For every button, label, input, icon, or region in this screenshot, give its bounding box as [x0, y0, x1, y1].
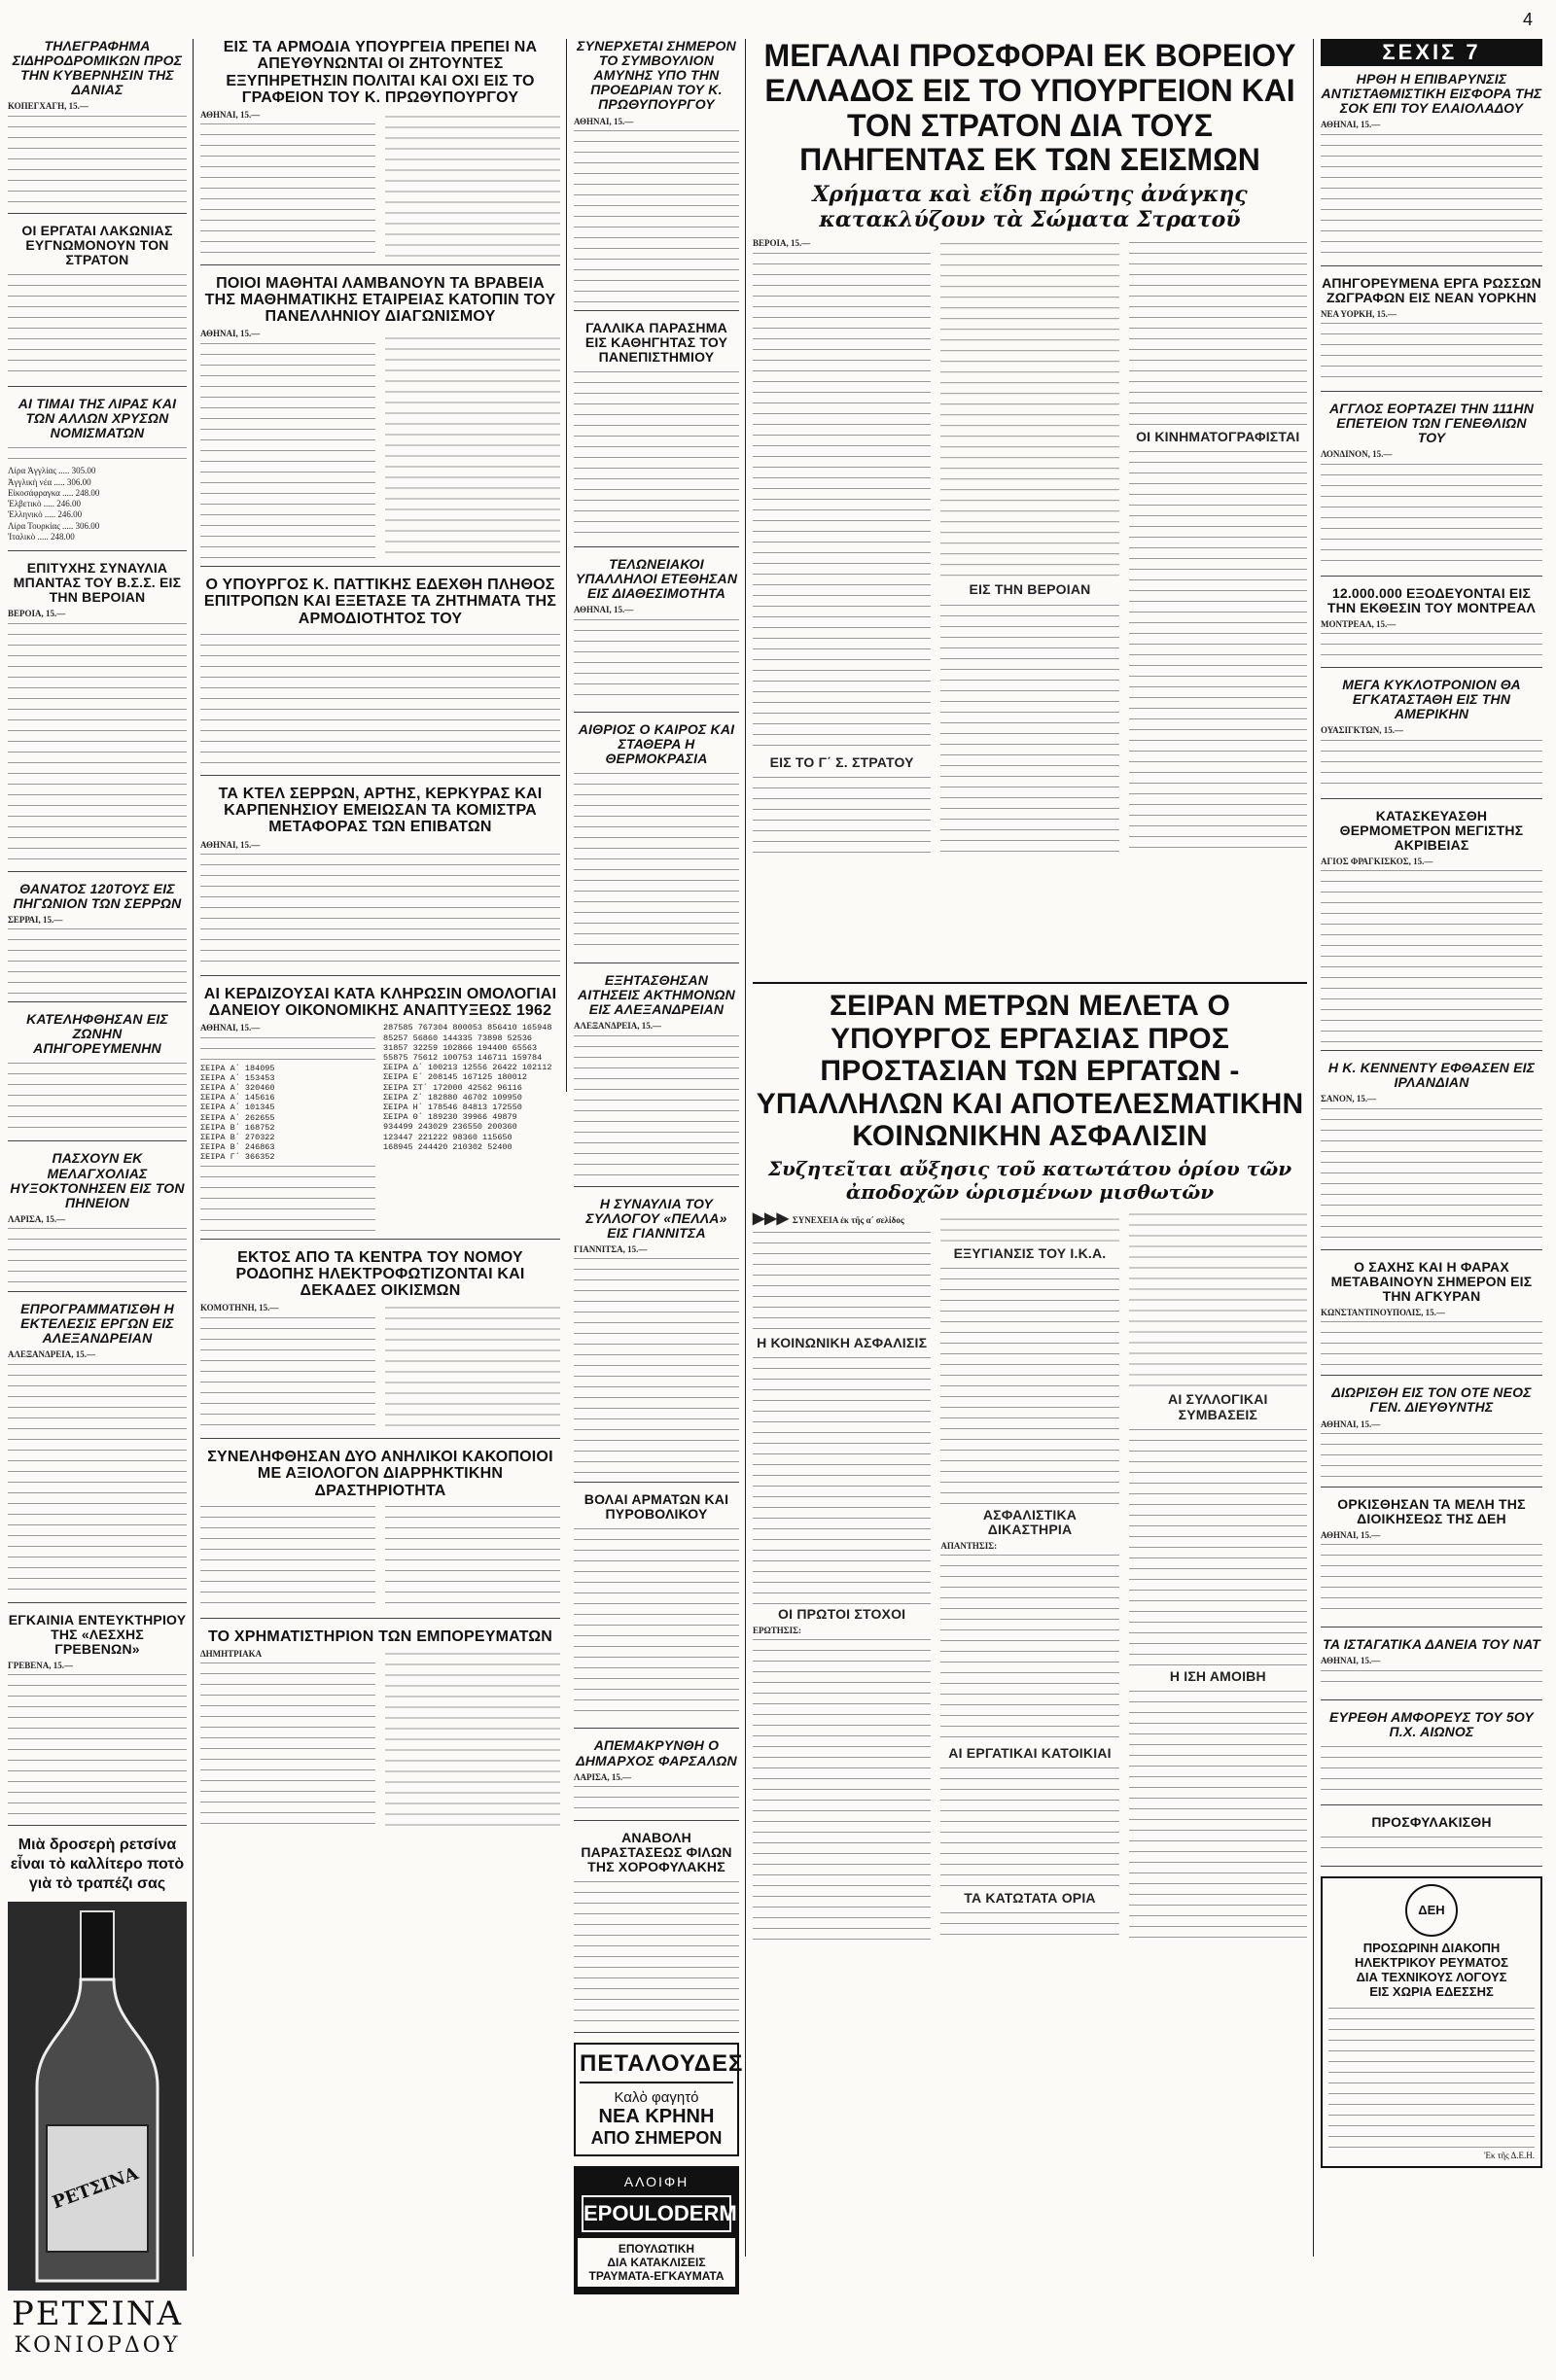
headline: ΕΥΡΕΘΗ ΑΜΦΟΡΕΥΣ ΤΟΥ 5ΟΥ Π.Χ. ΑΙΩΝΟΣ — [1329, 1708, 1534, 1739]
article-bond-lottery: ΑΙ ΚΕΡΔΙΖΟΥΣΑΙ ΚΑΤΑ ΚΛΗΡΩΣΙΝ ΟΜΟΛΟΓΙΑΙ ΔΑΝΕΙΟΥ ΟΙΚΟΝΟΜΙΚΗΣ ΑΝΑΠΤΥΞΕΩΣ 1962 ΑΘΗΝΑΙ, 15.— ΣΕΙΡΑ Α΄ 184095 ΣΕΙΡΑ Α΄ 153453 ΣΕΙΡΑ Α΄ 320460 ΣΕΙΡΑ Α΄ 145616 ΣΕΙΡΑ Α΄ 101345 ΣΕΙΡΑ Α΄ 262655 ΣΕΙΡΑ Β΄ 168752 ΣΕΙΡΑ Β΄ 270322 ΣΕΙΡΑ Β΄ 246863 ΣΕΙΡΑ Γ΄ 366352 287585 767304 800053 856410 165948 85257 56860 144335 73898 52536 31857 32259 102866 194400 65563 55875 75612 100753 146711 159784 ΣΕΙΡΑ Δ΄ 100213 12556 26422 102112 ΣΕΙΡΑ Ε΄ 208145 167125 180012 ΣΕΙΡΑ ΣΤ΄ 172000 42562 96116 ΣΕΙΡΑ Ζ΄ 182880 46702 109950 ΣΕΙΡΑ Η΄ 178546 84813 172550 ΣΕΙΡΑ Θ΄ 189230 39966 49879 934499 243029 236550 200360 123447 221222 98360 115650 168945 244420 210302 52400 — [200, 986, 560, 1240]
column-right — [1321, 72, 1542, 2259]
article-tank-fire — [574, 1492, 739, 1729]
article-body: ΣΕΡΡΑΙ, 15.— — [8, 915, 187, 994]
headline: ΤΕΛΩΝΕΙΑΚΟΙ ΥΠΑΛΛΗΛΟΙ ΕΤΕΘΗΣΑΝ ΕΙΣ ΔΙΑΘΕΣΙΜΟΤΗΤΑ — [575, 556, 738, 602]
ad-line: ΑΠΟ ΣΗΜΕΡΟΝ — [590, 2128, 723, 2149]
section-heading: ΑΙ ΣΥΛΛΟΓΙΚΑΙ ΣΥΜΒΑΣΕΙΣ — [1168, 1391, 1268, 1422]
price-row: Ἰταλικὸ ..... 248.00 — [8, 531, 75, 542]
article-body: ΚΩΝΣΤΑΝΤΙΝΟΥΠΟΛΙΣ, 15.— — [1321, 1308, 1542, 1367]
bond-series-row: ΣΕΙΡΑ Α΄ 153453 — [200, 1072, 275, 1083]
article-body: ΟΥΑΣΙΓΚΤΩΝ, 15.— — [1321, 725, 1542, 789]
article-shah-ankara — [1321, 1260, 1542, 1377]
notice-line: ΗΛΕΚΤΡΙΚΟΥ ΡΕΥΜΑΤΟΣ — [1355, 1954, 1508, 1970]
page-corner-mark: 4 — [1523, 10, 1534, 29]
column-1 — [8, 38, 187, 2359]
headline: 12.000.000 ΕΞΟΔΕΥΟΝΤΑΙ ΕΙΣ ΤΗΝ ΕΚΘΕΣΙΝ ΤΟΥ ΜΟΝΤΡΕΑΛ — [1326, 584, 1537, 615]
ad-line: Καλὸ φαγητό — [614, 2089, 699, 2107]
article-body: ΣΑΝΟΝ, 15.— — [1321, 1094, 1542, 1241]
article-body: ΚΟΜΟΤΗΝΗ, 15.— — [200, 1303, 560, 1430]
article-body — [200, 1503, 560, 1610]
article-customs-officers — [574, 557, 739, 713]
article-melancholy — [8, 1151, 187, 1292]
article-forbidden-zone — [8, 1012, 187, 1141]
section-heading: ΑΙ ΕΡΓΑΤΙΚΑΙ ΚΑΤΟΙΚΙΑΙ — [948, 1745, 1112, 1762]
article-body — [574, 368, 739, 539]
article-railway-telegram — [8, 39, 187, 214]
article-amphora — [1321, 1710, 1542, 1805]
headline: Η ΣΥΝΑΥΛΙΑ ΤΟΥ ΣΥΛΛΟΓΟΥ «ΠΕΛΛΑ» ΕΙΣ ΓΙΑΝΝΙΤΣΑ — [585, 1195, 727, 1241]
article-body — [574, 770, 739, 955]
headline: Η Κ. ΚΕΝΝΕΝΤΥ ΕΦΘΑΣΕΝ ΕΙΣ ΙΡΛΑΝΔΙΑΝ — [1327, 1060, 1536, 1091]
article-body — [200, 631, 560, 767]
article-farsala-mayor — [574, 1738, 739, 1820]
bottle-illustration — [8, 1902, 187, 2291]
bond-series-row: ΣΕΙΡΑ Β΄ 270322 — [200, 1133, 275, 1143]
article-band-concert — [8, 561, 187, 872]
bond-number-row: ΣΕΙΡΑ Δ΄ 100213 12556 26422 102112 — [383, 1063, 552, 1073]
headline: ΣΥΝΕΛΗΦΘΗΣΑΝ ΔΥΟ ΑΝΗΛΙΚΟΙ ΚΑΚΟΠΟΙΟΙ ΜΕ ΑΞΙΟΛΟΓΟΝ ΔΙΑΡΡΗΚΤΙΚΗΝ ΔΡΑΣΤΗΡΙΟΤΗΤΑ — [207, 1449, 553, 1499]
headline: ΕΠΡΟΓΡΑΜΜΑΤΙΣΘΗ Η ΕΚΤΕΛΕΣΙΣ ΕΡΓΩΝ ΕΙΣ ΑΛΕΞΑΝΔΡΕΙΑΝ — [20, 1301, 174, 1347]
headline: ΕΞΗΤΑΣΘΗΣΑΝ ΑΙΤΗΣΕΙΣ ΑΚΤΗΜΟΝΩΝ ΕΙΣ ΑΛΕΞΑΝΔΡΕΙΑΝ — [578, 972, 735, 1018]
bond-series-row: ΣΕΙΡΑ Β΄ 168752 — [200, 1122, 275, 1133]
article-body: ΜΟΝΤΡΕΑΛ, 15.— — [1321, 619, 1542, 659]
ad-line: ΕΠΟΥΛΩΤΙΚΗ — [618, 2242, 695, 2257]
lead-headline: ΜΕΓΑΛΑΙ ΠΡΟΣΦΟΡΑΙ ΕΚ ΒΟΡΕΙΟΥ ΕΛΛΑΔΟΣ ΕΙΣ ΤΟ ΥΠΟΥΡΓΕΙΟΝ ΚΑΙ ΤΟΝ ΣΤΡΑΤΟΝ ΔΙΑ ΤΟΥΣ ΠΛΗΓΕΝΤΑΣ ΕΚ ΤΩΝ ΣΕΙΣΜΩΝ — [763, 38, 1296, 178]
bond-series-row: ΣΕΙΡΑ Β΄ 246863 — [200, 1142, 275, 1153]
bond-numbers-table — [383, 1023, 560, 1230]
section-heading: Η ΙΣΗ ΑΜΟΙΒΗ — [1169, 1667, 1266, 1684]
ad-line: εἶναι τὸ καλλίτερο ποτὸ — [10, 1856, 185, 1873]
ad-top: ΑΛΟΙΦΗ — [623, 2174, 690, 2190]
article-body — [1321, 1743, 1542, 1797]
ad-title: ΠΕΤΑΛΟΥΔΕΣ — [580, 2050, 733, 2083]
headline: ΒΟΛΑΙ ΑΡΜΑΤΩΝ ΚΑΙ ΠΥΡΟΒΟΛΙΚΟΥ — [584, 1491, 729, 1522]
section-heading: ΕΙΣ ΤΗΝ ΒΕΡΟΙΑΝ — [969, 581, 1091, 598]
price-row: Λίρα Ἀγγλίας ..... 305.00 — [8, 466, 96, 476]
section-heading: ΕΞΥΓΙΑΝΣΙΣ ΤΟΥ Ι.Κ.Α. — [953, 1244, 1107, 1261]
labor-story — [753, 982, 1307, 2256]
notice-line: ΠΡΟΣΩΡΙΝΗ ΔΙΑΚΟΠΗ — [1362, 1940, 1501, 1955]
article-laconia-workers — [8, 224, 187, 387]
bottle-label: ΡΕΤΣΙΝΑ — [50, 2163, 142, 2214]
labor-subhead: Συζητεῖται αὔξησις τοῦ κατωτάτου ὁρίου τῶν ἀποδοχῶν ὡρισμένων μισθωτῶν — [767, 1156, 1292, 1204]
bond-number-row: ΣΕΙΡΑ Ε΄ 208145 167125 180012 — [383, 1072, 527, 1083]
article-cyclotron — [1321, 678, 1542, 799]
column-rule — [566, 39, 567, 1092]
headline: ΚΑΤΑΣΚΕΥΑΣΘΗ ΘΕΡΜΟΜΕΤΡΟΝ ΜΕΓΙΣΤΗΣ ΑΚΡΙΒΕΙΑΣ — [1339, 807, 1524, 853]
ad-line: ΝΕΑ ΚΡΗΝΗ — [598, 2106, 715, 2128]
headline: ΕΚΤΟΣ ΑΠΟ ΤΑ ΚΕΝΤΡΑ ΤΟΥ ΝΟΜΟΥ ΡΟΔΟΠΗΣ ΗΛΕΚΤΡΟΦΩΤΙΖΟΝΤΑΙ ΚΑΙ ΔΕΚΑΔΕΣ ΟΙΚΙΣΜΩΝ — [235, 1248, 525, 1300]
article-body: ΑΘΗΝΑΙ, 15.— — [200, 110, 560, 257]
bond-number-row: ΣΕΙΡΑ Ζ΄ 182880 46702 109950 — [383, 1092, 522, 1102]
bond-number-row: 123447 221222 98360 115650 — [383, 1132, 513, 1142]
article-body: ΑΘΗΝΑΙ, 15.— — [1321, 1419, 1542, 1479]
dei-logo: ΔΕΗ — [1405, 1884, 1458, 1937]
ad-line: γιὰ τὸ τραπέζι σας — [28, 1875, 166, 1893]
bond-series-row: ΣΕΙΡΑ Α΄ 262655 — [200, 1112, 275, 1123]
article-commodities-exchange — [200, 1628, 560, 1838]
article-gold-prices — [8, 397, 187, 551]
continuation-note: ▶▶▶ ΣΥΝΕΧΕΙΑ ἐκ τῆς α΄ σελίδος — [753, 1209, 904, 1227]
bond-number-row: 287585 767304 800053 856410 165948 — [383, 1023, 552, 1033]
article-body — [574, 1878, 739, 2024]
article-body — [8, 1060, 187, 1133]
headline: ΔΙΩΡΙΣΘΗ ΕΙΣ ΤΟΝ ΟΤΕ ΝΕΟΣ ΓΕΝ. ΔΙΕΥΘΥΝΤΗΣ — [1331, 1384, 1532, 1416]
lead-story — [753, 39, 1307, 972]
labor-headline: ΣΕΙΡΑΝ ΜΕΤΡΩΝ ΜΕΛΕΤΑ Ο ΥΠΟΥΡΓΟΣ ΕΡΓΑΣΙΑΣ ΠΡΟΣ ΠΡΟΣΤΑΣΙΑΝ ΤΩΝ ΕΡΓΑΤΩΝ - ΥΠΑΛΛΗΛΩΝ ΚΑΙ ΑΠΟΤΕΛΕΣΜΑΤΙΚΗΝ ΚΟΙΝΩΝΙΚΗΝ ΑΣΦΑΛΙΣΙΝ — [756, 990, 1304, 1153]
article-body: ΑΛΕΞΑΝΔΡΕΙΑ, 15.— — [8, 1349, 187, 1593]
column-2 — [200, 39, 560, 2275]
article-weather — [574, 722, 739, 963]
headline: ΗΡΘΗ Η ΕΠΙΒΑΡΥΝΣΙΣ ΑΝΤΙΣΤΑΘΜΙΣΤΙΚΗ ΕΙΣΦΟΡΑ ΤΗΣ ΣΟΚ ΕΠΙ ΤΟΥ ΕΛΑΙΟΛΑΔΟΥ — [1321, 71, 1542, 117]
bond-number-row: 85257 56860 144335 73898 52536 — [383, 1032, 533, 1043]
ad-line: Μιὰ δροσερὴ ρετσίνα — [18, 1837, 177, 1854]
section-heading: Η ΚΟΙΝΩΝΙΚΗ ΑΣΦΑΛΙΣΙΣ — [757, 1334, 928, 1350]
dei-notice — [1321, 1876, 1542, 2168]
column-rule — [193, 39, 194, 2257]
article-body: ΑΘΗΝΑΙ, 15.— — [1321, 1530, 1542, 1619]
article-body: ΑΘΗΝΑΙ, 15.— — [200, 329, 560, 558]
price-row: Εἰκοσάφραγκα ..... 248.00 — [8, 487, 100, 498]
bond-series-row: ΣΕΙΡΑ Α΄ 101345 — [200, 1102, 275, 1113]
brand-name: ΚΟΝΙΟΡΔΟΥ — [14, 2333, 181, 2359]
section-heading: ΕΙΣ ΤΟ Γ΄ Σ. ΣΤΡΑΤΟΥ — [769, 753, 914, 770]
column-3 — [574, 38, 744, 2284]
article-kennedy-ireland — [1321, 1061, 1542, 1249]
article-nat-loans — [1321, 1637, 1542, 1699]
ad-line: ΤΡΑΥΜΑΤΑ-ΕΓΚΑΥΜΑΤΑ — [588, 2269, 725, 2284]
notice-signature: Ἐκ τῆς Δ.Ε.Η. — [1484, 2150, 1535, 2160]
article-body: ΒΕΡΟΙΑ, 15.— — [8, 609, 187, 862]
headline: ΑΙ ΚΕΡΔΙΖΟΥΣΑΙ ΚΑΤΑ ΚΛΗΡΩΣΙΝ ΟΜΟΛΟΓΙΑΙ ΔΑΝΕΙΟΥ ΟΙΚΟΝΟΜΙΚΗΣ ΑΝΑΠΤΥΞΕΩΣ 1962 — [203, 985, 557, 1020]
article-alexandreia-works — [8, 1302, 187, 1603]
article-minister-pattikis — [200, 577, 560, 776]
article-body: ΑΘΗΝΑΙ, 15.— — [1321, 1656, 1542, 1691]
bond-number-row: 934499 243029 236550 200360 — [383, 1122, 517, 1133]
ad-line: ΔΙΑ ΚΑΤΑΚΛΙΣΕΙΣ — [607, 2256, 706, 2270]
price-row: Ἑλληνικὸ ..... 246.00 — [8, 509, 83, 520]
labor-body: ▶▶▶ ΣΥΝΕΧΕΙΑ ἐκ τῆς α΄ σελίδος Η ΚΟΙΝΩΝΙΚΗ ΑΣΦΑΛΙΣΙΣ ΟΙ ΠΡΩΤΟΙ ΣΤΟΧΟΙ ΕΡΩΤΗΣΙΣ: ΕΞΥΓΙΑΝΣΙΣ ΤΟΥ Ι.Κ.Α. ΑΣΦΑΛΙΣΤΙΚΑ ΔΙΚΑΣΤΗΡΙΑ ΑΠΑΝΤΗΣΙΣ: ΑΙ ΕΡΓΑΤΙΚΑΙ ΚΑΤΟΙΚΙΑΙ ΤΑ ΚΑΤΩΤΑΤΑ ΟΡΙΑ ΑΙ ΣΥΛΛΟΓΙΚΑΙ ΣΥΜΒΑΣΕΙΣ Η ΙΣΗ ΑΜΟΙΒΗ — [753, 1209, 1307, 2279]
price-row: Λίρα Τουρκίας ..... 306.00 — [8, 520, 100, 531]
bond-number-row: ΣΕΙΡΑ Η΄ 178546 84813 172550 — [383, 1102, 522, 1112]
column-rule — [1313, 39, 1314, 2257]
headline: ΟΙ ΕΡΓΑΤΑΙ ΛΑΚΩΝΙΑΣ ΕΥΓΝΩΜΟΝΟΥΝ ΤΟΝ ΣΤΡΑΤΟΝ — [21, 222, 173, 267]
article-dei-board — [1321, 1497, 1542, 1628]
article-body: ΑΓΙΟΣ ΦΡΑΓΚΙΣΚΟΣ, 15.— — [1321, 857, 1542, 1042]
article-ktel-fares — [200, 786, 560, 976]
headline: Ο ΥΠΟΥΡΓΟΣ Κ. ΠΑΤΤΙΚΗΣ ΕΔΕΧΘΗ ΠΛΗΘΟΣ ΕΠΙΤΡΟΠΩΝ ΚΑΙ ΕΞΕΤΑΣΕ ΤΑ ΖΗΤΗΜΑΤΑ ΤΗΣ ΑΡΜΟΔΙΟΤΗΤΟΣ ΤΟΥ — [203, 577, 557, 627]
headline: ΠΑΣΧΟΥΝ ΕΚ ΜΕΛΑΓΧΟΛΙΑΣ ΗΥΞΟΚΤΟΝΗΣΕΝ ΕΙΣ ΤΟΝ ΠΗΝΕΙΟΝ — [10, 1150, 185, 1210]
retsina-advertisement — [8, 1836, 187, 2380]
lead-subhead: Χρήματα καὶ εἴδη πρώτης ἀνάγκης κατακλύζουν τὰ Σώματα Στρατοῦ — [812, 182, 1248, 233]
article-body: ΑΘΗΝΑΙ, 15.— — [200, 840, 560, 967]
article-defense-council — [574, 39, 739, 311]
article-body: ΑΘΗΝΑΙ, 15.— — [574, 605, 739, 703]
section-heading: ΑΣΦΑΛΙΣΤΙΚΑ ΔΙΚΑΣΤΗΡΙΑ — [982, 1506, 1078, 1537]
article-body: ΔΗΜΗΤΡΙΑΚΑ — [200, 1649, 560, 1830]
headline: ΤΟ ΧΡΗΜΑΤΙΣΤΗΡΙΟΝ ΤΩΝ ΕΜΠΟΡΕΥΜΑΤΩΝ — [207, 1628, 553, 1645]
article-body — [8, 271, 187, 378]
headline: ΑΙΘΡΙΟΣ Ο ΚΑΙΡΟΣ ΚΑΙ ΣΤΑΘΕΡΑ Η ΘΕΡΜΟΚΡΑΣΙΑ — [578, 720, 735, 766]
article-body: ΑΘΗΝΑΙ, 15.— — [574, 117, 739, 302]
price-table — [8, 466, 187, 542]
headline: ΕΙΣ ΤΑ ΑΡΜΟΔΙΑ ΥΠΟΥΡΓΕΙΑ ΠΡΕΠΕΙ ΝΑ ΑΠΕΥΘΥΝΩΝΤΑΙ ΟΙ ΖΗΤΟΥΝΤΕΣ ΕΞΥΠΗΡΕΤΗΣΙΝ ΠΟΛΙΤΑΙ ΚΑΙ ΟΧΙ ΕΙΣ ΤΟ ΓΡΑΦΕΙΟΝ ΤΟΥ Κ. ΠΡΩΘΥΠΟΥΡΓΟΥ — [223, 39, 538, 106]
epouloderm-advertisement — [574, 2166, 739, 2294]
bond-number-row: 55875 75612 100753 146711 159784 — [383, 1053, 543, 1064]
brand-name: ΡΕΤΣΙΝΑ — [11, 2294, 184, 2334]
bond-series-row: ΣΕΙΡΑ Α΄ 184095 — [200, 1063, 275, 1073]
headline: ΕΓΚΑΙΝΙΑ ΕΝΤΕΥΚΤΗΡΙΟΥ ΤΗΣ «ΛΕΣΧΗΣ ΓΡΕΒΕΝΩΝ» — [8, 1611, 187, 1657]
section-heading: ΟΙ ΠΡΩΤΟΙ ΣΤΟΧΟΙ — [778, 1606, 906, 1623]
article-body — [1321, 1834, 1542, 1858]
headline: ΚΑΤΕΛΗΦΘΗΣΑΝ ΕΙΣ ΖΩΝΗΝ ΑΠΗΓΟΡΕΥΜΕΝΗΝ — [26, 1011, 168, 1057]
bond-number-row: ΣΕΙΡΑ ΣΤ΄ 172000 42562 96116 — [383, 1082, 522, 1093]
headline: ΤΑ ΚΤΕΛ ΣΕΡΡΩΝ, ΑΡΤΗΣ, ΚΕΡΚΥΡΑΣ ΚΑΙ ΚΑΡΠΕΝΗΣΙΟΥ ΕΜΕΙΩΣΑΝ ΤΑ ΚΟΜΙΣΤΡΑ ΜΕΤΑΦΟΡΑΣ ΤΩΝ ΕΠΙΒΑΤΩΝ — [218, 785, 543, 836]
bond-series-row: ΣΕΙΡΑ Α΄ 320460 — [200, 1083, 275, 1094]
article-russian-painters — [1321, 276, 1542, 392]
article-body: ΓΙΑΝΝΙΤΣΑ, 15.— — [574, 1244, 739, 1474]
headline: ΑΠΕΜΑΚΡΥΝΘΗ Ο ΔΗΜΑΡΧΟΣ ΦΑΡΣΑΛΩΝ — [576, 1737, 737, 1768]
article-body: ΚΟΠΕΓΧΑΓΗ, 15.— — [8, 101, 187, 204]
headline: ΑΓΓΛΟΣ ΕΟΡΤΑΖΕΙ ΤΗΝ 111ΗΝ ΕΠΕΤΕΙΟΝ ΤΩΝ ΓΕΝΕΘΛΙΩΝ ΤΟΥ — [1328, 401, 1535, 446]
section-heading: ΤΑ ΚΑΤΩΤΑΤΑ ΟΡΙΑ — [964, 1890, 1096, 1907]
price-row: Ἐλβετικὸ ..... 246.00 — [8, 499, 82, 509]
headline: ΓΑΛΛΙΚΑ ΠΑΡΑΣΗΜΑ ΕΙΣ ΚΑΘΗΓΗΤΑΣ ΤΟΥ ΠΑΝΕΠΙΣΤΗΜΙΟΥ — [584, 319, 728, 366]
headline: ΠΡΟΣΦΥΛΑΚΙΣΘΗ — [1371, 1813, 1492, 1830]
price-row: Ἀγγλικὴ νέα ..... 306.00 — [8, 476, 91, 487]
article-body: ΑΘΗΝΑΙ, 15.— — [1321, 120, 1542, 257]
article-english-anniversary — [1321, 402, 1542, 577]
article-thermometer — [1321, 809, 1542, 1052]
notice-line: ΔΙΑ ΤΕΧΝΙΚΟΥΣ ΛΟΓΟΥΣ — [1356, 1969, 1507, 1984]
article-montreal-expo — [1321, 586, 1542, 668]
bond-number-row: 31857 32259 102866 194400 65563 — [383, 1042, 538, 1053]
headline: ΤΗΛΕΓΡΑΦΗΜΑ ΣΙΔΗΡΟΔΡΟΜΙΚΩΝ ΠΡΟΣ ΤΗΝ ΚΥΒΕΡΝΗΣΙΝ ΤΗΣ ΔΑΝΙΑΣ — [12, 38, 183, 98]
article-french-decorations — [574, 321, 739, 547]
headline: ΘΑΝΑΤΟΣ 120ΤΟΥΣ ΕΙΣ ΠΗΓΩΝΙΟΝ ΤΩΝ ΣΕΡΡΩΝ — [13, 880, 182, 911]
column-rule — [745, 39, 746, 2257]
article-olive-oil-levy — [1321, 72, 1542, 266]
headline: ΑΠΗΓΟΡΕΥΜΕΝΑ ΕΡΓΑ ΡΩΣΣΩΝ ΖΩΓΡΑΦΩΝ ΕΙΣ ΝΕΑΝ ΥΟΡΚΗΝ — [1322, 274, 1541, 305]
lead-body: ΒΕΡΟΙΑ, 15.— ΕΙΣ ΤΟ Γ΄ Σ. ΣΤΡΑΤΟΥ ΕΙΣ ΤΗΝ ΒΕΡΟΙΑΝ ΟΙ ΚΙΝΗΜΑΤΟΓΡΑΦΙΣΤΑΙ — [753, 238, 1307, 977]
article-math-prizes — [200, 275, 560, 567]
article-death-120 — [8, 882, 187, 1002]
article-landless-farmers — [574, 973, 739, 1187]
article-rhodope-electrification — [200, 1249, 560, 1439]
bond-series-table — [200, 1064, 375, 1163]
article-ministries — [200, 39, 560, 265]
article-ote-director — [1321, 1385, 1542, 1487]
article-body: ΑΛΕΞΑΝΔΡΕΙΑ, 15.— — [574, 1021, 739, 1177]
article-pella-concert — [574, 1197, 739, 1484]
section-masthead: ΣΕΧΙΣ 7 — [1321, 39, 1542, 66]
headline: ΕΠΙΤΥΧΗΣ ΣΥΝΑΥΛΙΑ ΜΠΑΝΤΑΣ ΤΟΥ Β.Σ.Σ. ΕΙΣ ΤΗΝ ΒΕΡΟΙΑΝ — [13, 560, 182, 606]
headline: ΑΝΑΒΟΛΗ ΠΑΡΑΣΤΑΣΕΩΣ ΦΙΛΩΝ ΤΗΣ ΧΟΡΟΦΥΛΑΚΗΣ — [581, 1829, 732, 1875]
article-body — [574, 1525, 739, 1720]
article-body: ΛΟΝΔΙΝΟΝ, 15.— — [1321, 449, 1542, 567]
headline: ΤΑ ΙΣΤΑΓΑΤΙΚΑ ΔΑΝΕΙΑ ΤΟΥ ΝΑΤ — [1323, 1636, 1540, 1653]
headline: Ο ΣΑΧΗΣ ΚΑΙ Η ΦΑΡΑΧ ΜΕΤΑΒΑΙΝΟΥΝ ΣΗΜΕΡΟΝ ΕΙΣ ΤΗΝ ΑΓΚΥΡΑΝ — [1330, 1258, 1533, 1304]
article-body: ΓΡΕΒΕΝΑ, 15.— — [8, 1661, 187, 1817]
notice-line: ΕΙΣ ΧΩΡΙΑ ΕΔΕΣΣΗΣ — [1369, 1983, 1494, 1999]
article-body: ΝΕΑ ΥΟΡΚΗ, 15.— — [1321, 309, 1542, 383]
article-juvenile-burglars — [200, 1449, 560, 1619]
section-heading: ΟΙ ΚΙΝΗΜΑΤΟΓΡΑΦΙΣΤΑΙ — [1136, 429, 1300, 445]
article-gendarmerie-show — [574, 1831, 739, 2033]
article-body: ΛΑΡΙΣΑ, 15.— — [574, 1772, 739, 1812]
article-jailed — [1321, 1815, 1542, 1867]
headline: ΠΟΙΟΙ ΜΑΘΗΤΑΙ ΛΑΜΒΑΝΟΥΝ ΤΑ ΒΡΑΒΕΙΑ ΤΗΣ ΜΑΘΗΜΑΤΙΚΗΣ ΕΤΑΙΡΕΙΑΣ ΚΑΤΟΠΙΝ ΤΟΥ ΠΑΝΕΛΛΗΝΙΟΥ ΔΙΑΓΩΝΙΣΜΟΥ — [204, 274, 556, 326]
bond-series-row: ΣΕΙΡΑ Α΄ 145616 — [200, 1093, 275, 1103]
headline: ΟΡΚΙΣΘΗΣΑΝ ΤΑ ΜΕΛΗ ΤΗΣ ΔΙΟΙΚΗΣΕΩΣ ΤΗΣ ΔΕΗ — [1337, 1495, 1526, 1526]
headline: ΣΥΝΕΡΧΕΤΑΙ ΣΗΜΕΡΟΝ ΤΟ ΣΥΜΒΟΥΛΙΟΝ ΑΜΥΝΗΣ ΥΠΟ ΤΗΝ ΠΡΟΕΔΡΙΑΝ ΤΟΥ Κ. ΠΡΩΘΥΠΟΥΡΓΟΥ — [577, 38, 736, 113]
article-body: ΛΑΡΙΣΑ, 15.— — [8, 1214, 187, 1283]
bond-number-row: ΣΕΙΡΑ Θ΄ 189230 39966 49879 — [383, 1112, 517, 1123]
petaloudes-advertisement — [574, 2043, 744, 2156]
bond-series-row: ΣΕΙΡΑ Γ΄ 366352 — [200, 1152, 275, 1163]
ad-brand: ΕΡΟULODERM — [582, 2195, 731, 2232]
headline: ΑΙ ΤΙΜΑΙ ΤΗΣ ΛΙΡΑΣ ΚΑΙ ΤΩΝ ΑΛΛΩΝ ΧΡΥΣΩΝ ΝΟΜΙΣΜΑΤΩΝ — [18, 396, 177, 441]
bond-number-row: 168945 244420 210302 52400 — [383, 1141, 513, 1152]
article-grevena-club — [8, 1613, 187, 1827]
headline: ΜΕΓΑ ΚΥΚΛΟΤΡΟΝΙΟΝ ΘΑ ΕΓΚΑΤΑΣΤΑΘΗ ΕΙΣ ΤΗΝ ΑΜΕΡΙΚΗΝ — [1342, 677, 1521, 722]
